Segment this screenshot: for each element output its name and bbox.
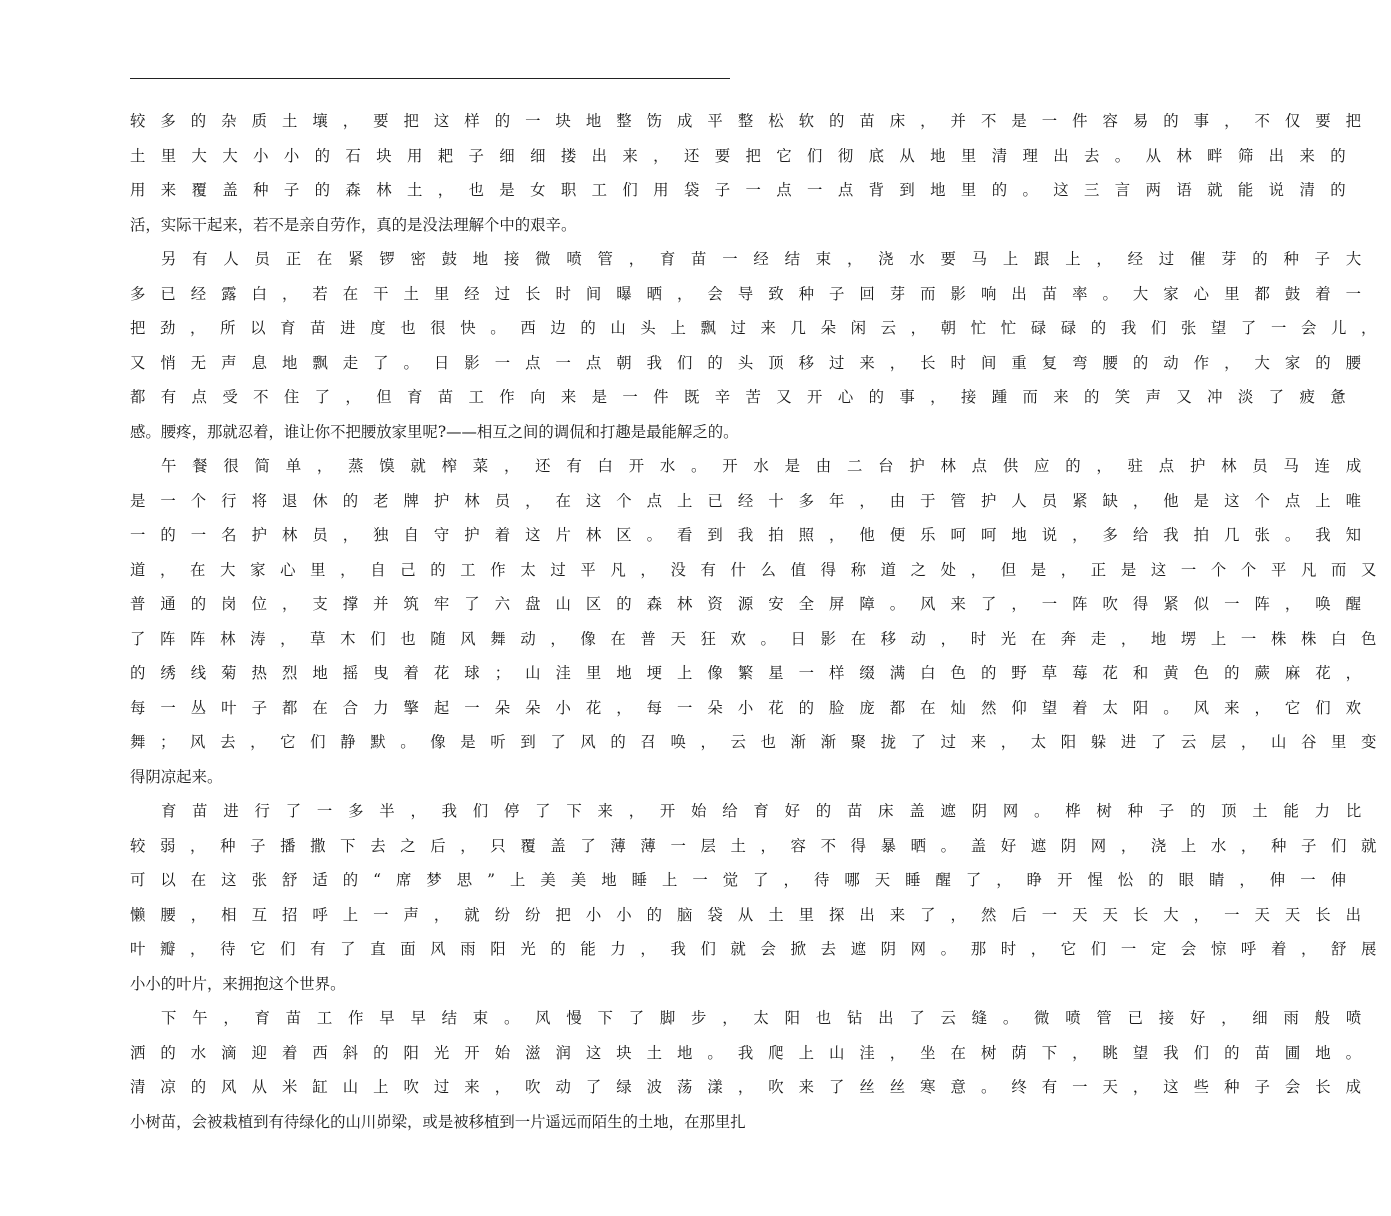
paragraph: [130, 242, 1391, 449]
document-body: [130, 104, 1391, 1139]
paragraph: [130, 794, 1391, 1001]
paragraph: [130, 449, 1391, 794]
text-line: 活，实际干起来，若不是亲自劳作，真的是没法理解个中的艰辛。: [130, 215, 577, 234]
text-line: 多已经露白，若在干土里经过长时间曝晒，会导致种子回芽而影响出苗率。大家心里都鼓着一: [130, 284, 1377, 303]
text-line: 一的一名护林员，独自守护着这片林区。看到我拍照，他便乐呵呵地说，多给我拍几张。我知: [130, 526, 1377, 544]
text-line: 较弱，种子播撒下去之后，只覆盖了薄薄一层土，容不得暴晒。盖好遮阴网，浇上水，种子们就: [130, 836, 1391, 855]
text-line: 用来覆盖种子的森林土，也是女职工们用袋子一点一点背到地里的。这三言两语就能说清的: [130, 181, 1362, 199]
text-line: 土里大大小小的石块用耙子细细搂出来，还要把它们彻底从地里清理出去。从林畔筛出来的: [130, 146, 1362, 165]
header-rule: [130, 78, 730, 79]
text-line: 另有人员正在紧锣密鼓地接微喷管，育苗一经结束，浇水要马上跟上，经过催芽的种子大: [161, 250, 1378, 268]
text-line: 得阴凉起来。: [130, 767, 223, 786]
text-line: 普通的岗位，支撑并筑牢了六盘山区的森林资源安全屏障。风来了，一阵吹得紧似一阵，唤醒: [130, 595, 1377, 613]
paragraph: [130, 1001, 1378, 1139]
text-line: 洒的水滴迎着西斜的阳光开始滋润这块土地。我爬上山洼，坐在树荫下，眺望我们的苗圃地。: [130, 1043, 1377, 1062]
text-line: 叶瓣，待它们有了直面风雨阳光的能力，我们就会掀去遮阴网。那时，它们一定会惊呼着，舒展: [130, 940, 1391, 958]
text-line: 是一个行将退休的老牌护林员，在这个点上已经十多年，由于管护人员紧缺，他是这个点上唯: [130, 491, 1377, 510]
text-line: 又悄无声息地飘走了。日影一点一点朝我们的头顶移过来，长时间重复弯腰的动作，大家的腰: [130, 353, 1377, 372]
text-line: 舞；风去，它们静默。像是听到了风的召唤，云也渐渐聚拢了过来，太阳躲进了云层，山谷里变: [130, 733, 1391, 751]
text-line: 较多的杂质土壤，要把这样的一块地整饬成平整松软的苗床，并不是一件容易的事，不仅要把: [130, 112, 1377, 130]
text-line: 了阵阵林涛，草木们也随风舞动，像在普天狂欢。日影在移动，时光在奔走，地塄上一株株白色: [130, 629, 1391, 648]
text-line: 清凉的风从米缸山上吹过来，吹动了绿波荡漾，吹来了丝丝寒意。终有一天，这些种子会长成: [130, 1078, 1377, 1096]
text-line: 懒腰，相互招呼上一声，就纷纷把小小的脑袋从土里探出来了，然后一天天长大，一天天长出: [130, 905, 1377, 924]
text-line: 可以在这张舒适的“席梦思”上美美地睡上一觉了，待哪天睡醒了，睁开惺忪的眼睛，伸一伸: [130, 871, 1361, 889]
text-line: 小小的叶片，来拥抱这个世界。: [130, 974, 346, 993]
text-line: 都有点受不住了，但育苗工作向来是一件既辛苦又开心的事，接踵而来的笑声又冲淡了疲惫: [130, 388, 1362, 406]
paragraph: [130, 104, 1377, 242]
text-line: 小树苗，会被栽植到有待绿化的山川峁梁，或是被移植到一片遥远而陌生的土地，在那里扎: [130, 1112, 746, 1131]
text-line: 下午，育苗工作早早结束。风慢下了脚步，太阳也钻出了云缝。微喷管已接好，细雨般喷: [161, 1009, 1378, 1027]
text-line: 道，在大家心里，自己的工作太过平凡，没有什么值得称道之处，但是，正是这一个个平凡而又: [130, 560, 1391, 579]
text-line: 午餐很简单，蒸馍就榨菜，还有白开水。开水是由二台护林点供应的，驻点护林员马连成: [161, 457, 1378, 475]
text-line: 育苗进行了一多半，我们停了下来，开始给育好的苗床盖遮阴网。桦树种子的顶土能力比: [161, 802, 1378, 820]
text-line: 的绣线菊热烈地摇曳着花球；山洼里地埂上像繁星一样缀满白色的野草莓花和黄色的蕨麻花，: [130, 664, 1377, 682]
text-line: 感。腰疼，那就忍着，谁让你不把腰放家里呢?——相互之间的调侃和打趣是最能解乏的。: [130, 422, 739, 441]
text-line: 把劲，所以育苗进度也很快。西边的山头上飘过来几朵闲云，朝忙忙碌碌的我们张望了一会儿，: [130, 319, 1391, 337]
text-line: 每一丛叶子都在合力擎起一朵朵小花，每一朵小花的脸庞都在灿然仰望着太阳。风来，它们欢: [130, 698, 1377, 717]
